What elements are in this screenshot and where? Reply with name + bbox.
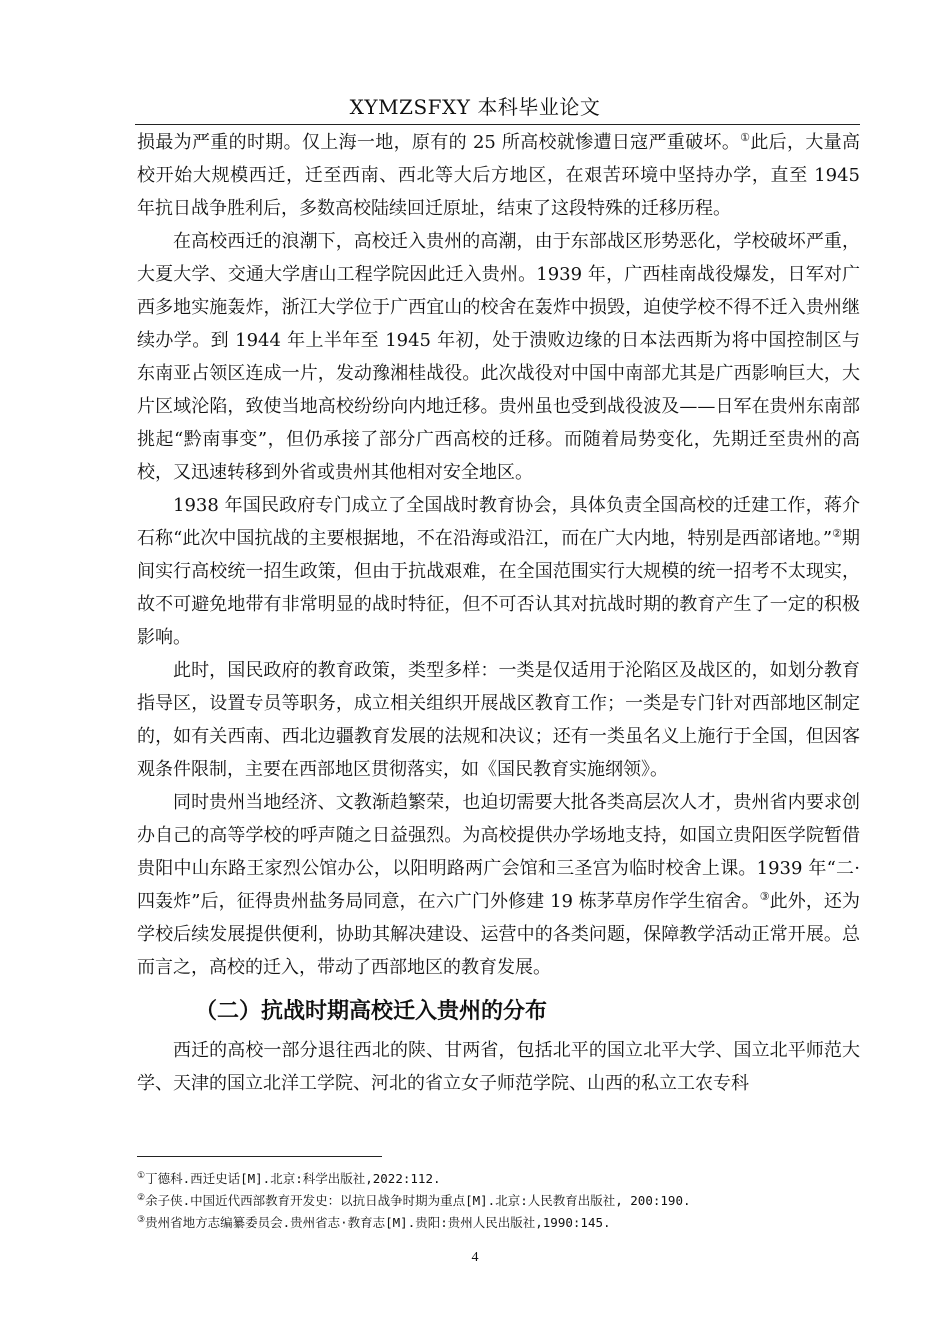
header-rule	[135, 124, 860, 125]
footnote-3-mark: ③	[137, 1214, 146, 1225]
paragraph-3-text-b: 期间实行高校统一招生政策，但由于抗战艰难，在全国范围实行大规模的统一招考不太现实，故不可避免地带有非常明显的战时特征，但不可否认其对抗战时期的教育产生了一定的积极影响。	[137, 528, 860, 648]
footnote-separator	[137, 1156, 382, 1157]
section-heading: （二）抗战时期高校迁入贵州的分布	[195, 999, 548, 1024]
paragraph-3-text-a: 1938 年国民政府专门成立了全国战时教育协会，具体负责全国高校的迁建工作，蒋介石称“此次中国抗战的主要根据地，不在沿海或沿江，而在广大内地，特别是西部诸地。”	[137, 495, 860, 549]
footnote-1	[137, 1168, 860, 1190]
paragraph-1-text-a: 损最为严重的时期。仅上海一地，原有的 25 所高校就惨遭日寇严重破坏。	[137, 132, 741, 153]
footnote-1-mark: ①	[137, 1170, 146, 1181]
page-number: 4	[471, 1250, 479, 1265]
paragraph-5	[137, 786, 860, 984]
paragraph-5-text-b: 此外，还为学校后续发展提供便利，协助其解决建设、运营中的各类问题，保障教学活动正常开展。总而言之，高校的迁入，带动了西部地区的教育发展。	[137, 891, 860, 978]
footnote-3	[137, 1212, 860, 1234]
paragraph-1	[137, 126, 860, 225]
body-text	[137, 126, 860, 1100]
footnote-ref-1[interactable]: ①	[740, 131, 751, 144]
footnotes	[137, 1168, 860, 1234]
footnote-2-text: 余子侠.中国近代西部教育开发史：以抗日战争时期为重点[M].北京:人民教育出版社, 200:190.	[145, 1193, 691, 1208]
section-paragraph: 西迁的高校一部分退往西北的陕、甘两省，包括北平的国立北平大学、国立北平师范大学、天津的国立北洋工学院、河北的省立女子师范学院、山西的私立工农专科	[137, 1040, 860, 1094]
paragraph-2: 在高校西迁的浪潮下，高校迁入贵州的高潮，由于东部战区形势恶化，学校破坏严重，大夏大学、交通大学唐山工程学院因此迁入贵州。1939 年，广西桂南战役爆发，日军对广西多地实施轰炸，浙江大学位于广西宜山的校舍在轰炸中损毁，迫使学校不得不迁入贵州继续办学。到 1944 年上半年至 1945 年初，处于溃败边缘的日本法西斯为将中国控制区与东南亚占领区连成一片，发动豫湘桂战役。此次战役对中国中南部尤其是广西影响巨大，大片区域沦陷，致使当地高校纷纷向内地迁移。贵州虽也受到战役波及——日军在贵州东南部挑起“黔南事变”，但仍承接了部分广西高校的迁移。而随着局势变化，先期迁至贵州的高校，又迅速转移到外省或贵州其他相对安全地区。	[137, 231, 860, 483]
paragraph-5-text-a: 同时贵州当地经济、文教渐趋繁荣，也迫切需要大批各类高层次人才，贵州省内要求创办自己的高等学校的呼声随之日益强烈。为高校提供办学场地支持，如国立贵阳医学院暂借贵阳中山东路王家烈公馆办公，以阳明路两广会馆和三圣宫为临时校舍上课。1939 年“二·四轰炸”后，征得贵州盐务局同意，在六广门外修建 19 栋茅草房作学生宿舍。	[137, 792, 860, 912]
paragraph-1-text-b: 此后，大量高校开始大规模西迁，迁至西南、西北等大后方地区，在艰苦环境中坚持办学，直至 1945 年抗日战争胜利后，多数高校陆续回迁原址，结束了这段特殊的迁移历程。	[137, 132, 860, 219]
paragraph-4: 此时，国民政府的教育政策，类型多样：一类是仅适用于沦陷区及战区的，如划分教育指导区，设置专员等职务，成立相关组织开展战区教育工作；一类是专门针对西部地区制定的，如有关西南、西北边疆教育发展的法规和决议；还有一类虽名义上施行于全国，但因客观条件限制，主要在西部地区贯彻落实，如《国民教育实施纲领》。	[137, 660, 860, 780]
footnote-2-mark: ②	[137, 1192, 146, 1203]
footnote-ref-2[interactable]: ②	[832, 527, 842, 540]
footnote-1-text: 丁德科.西迁史话[M].北京:科学出版社,2022:112.	[145, 1171, 441, 1186]
footnote-3-text: 贵州省地方志编纂委员会.贵州省志·教育志[M].贵阳:贵州人民出版社,1990:145.	[145, 1215, 611, 1230]
running-header: XYMZSFXY 本科毕业论文	[349, 95, 601, 119]
footnote-2	[137, 1190, 860, 1212]
paragraph-3	[137, 489, 860, 654]
footnote-ref-3[interactable]: ③	[759, 890, 770, 903]
